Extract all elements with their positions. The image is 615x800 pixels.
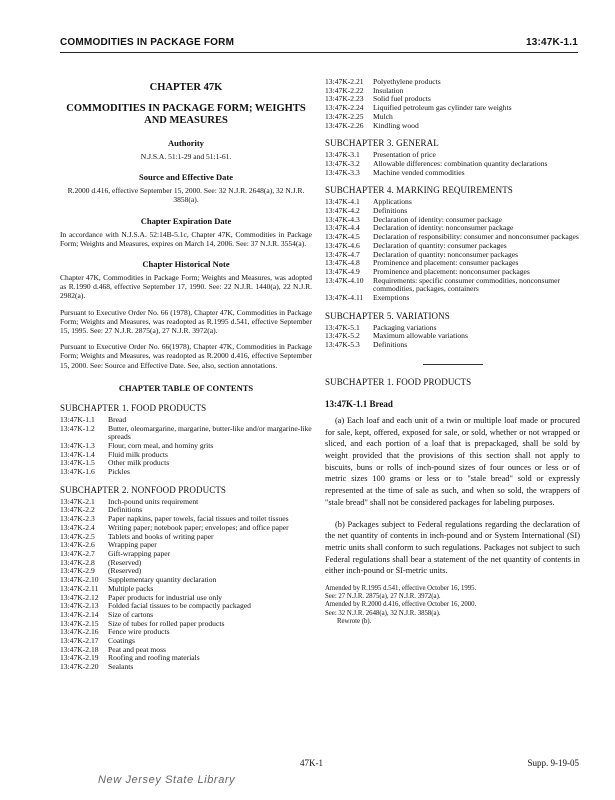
- toc-entry-number: 13:47K-2.3: [60, 514, 95, 524]
- toc-entry-number: 13:47K-1.1: [60, 414, 95, 424]
- toc-entry: [60, 559, 312, 568]
- expiration-text: In accordance with N.J.S.A. 52:14B-5.1c, Chapter 47K, Commodities in Package Form; Weights and Measures, expires on March 14, 2006. See: 37 N.J.R. 3554(a).: [60, 229, 312, 248]
- toc-entry-number: 13:47K-3.1: [325, 150, 360, 160]
- toc-entry-title: Declaration of quantity: consumer packages: [373, 240, 507, 250]
- toc-entry-number: 13:47K-1.4: [60, 449, 95, 459]
- toc-entry-title: Maximum allowable variations: [373, 331, 468, 341]
- header-title: COMMODITIES IN PACKAGE FORM: [60, 37, 235, 48]
- toc-entry-number: 13:47K-4.9: [325, 266, 360, 276]
- toc-entry-number: 13:47K-1.6: [60, 467, 95, 477]
- toc-entry-title: Writing paper; notebook paper; envelopes; and office paper: [108, 522, 289, 532]
- toc-entry: [325, 332, 580, 341]
- toc-entry: [60, 442, 312, 451]
- toc-entry-number: 13:47K-2.14: [60, 609, 99, 619]
- toc-entry: [325, 198, 580, 207]
- toc-entry-number: 13:47K-2.17: [60, 636, 99, 646]
- left-column: [60, 60, 312, 672]
- toc-entry-title: Mulch: [373, 111, 393, 121]
- toc-entry-title: Presentation of price: [373, 150, 436, 160]
- toc-entry-number: 13:47K-4.10: [325, 275, 364, 285]
- toc-entry-number: 13:47K-5.3: [325, 340, 360, 350]
- toc-entry: [60, 498, 312, 507]
- toc-entry-title: Declaration of identity: consumer package: [373, 214, 503, 224]
- toc-entry-number: 13:47K-2.15: [60, 618, 99, 628]
- toc-entry-title: Packaging variations: [373, 322, 437, 332]
- amendment-line: Rewrote (b).: [337, 617, 372, 625]
- toc-entry-number: 13:47K-4.1: [325, 197, 360, 207]
- amendment-line: Amended by R.2000 d.416, effective October 16, 2000.: [325, 601, 477, 609]
- paragraph-a: (a) Each loaf and each unit of a twin or multiple loaf made or procured for sale, kept, offered, exposed for sale, or sold, whether or not wrapped or sliced, and each portion of a loaf that is prepackaged, shall be sold by weight provided that the provisions of this section shall not apply to biscuits, buns or rolls of inch-pound sizes of four ounces or less or of metric sizes 100 grams or less or to "stale bread" sold or expressly represented at the time of sale as such, and when so sold, the wrappers of "stale bread" shall not be considered packages for labeling purposes.: [325, 415, 580, 507]
- toc-subchapter-4: SUBCHAPTER 4. MARKING REQUIREMENTS: [325, 185, 513, 196]
- toc-entry-title: Requirements: specific consumer commodities, nonconsumer commodities, packages, containers: [373, 275, 561, 294]
- toc-entry-number: 13:47K-2.10: [60, 575, 99, 585]
- toc-entry-title: Inch-pound units requirement: [108, 496, 199, 506]
- toc-entry-title: Exemptions: [373, 293, 410, 303]
- source-heading: Source and Effective Date: [138, 172, 234, 183]
- toc-entry-number: 13:47K-2.21: [325, 77, 364, 86]
- toc-subchapter-5: SUBCHAPTER 5. VARIATIONS: [325, 310, 450, 321]
- chapter-number: CHAPTER 47K: [149, 82, 223, 93]
- toc-subchapter-1: SUBCHAPTER 1. FOOD PRODUCTS: [60, 402, 207, 413]
- toc-entry-number: 13:47K-2.19: [60, 653, 99, 663]
- toc-list-sub5: [325, 324, 580, 350]
- toc-entry-title: Declaration of quantity: nonconsumer packages: [373, 249, 519, 259]
- history-paragraph-3: Pursuant to Executive Order No. 66(1978), Chapter 47K, Commodities in Package Form; Weights and Measures, was readopted as R.2000 d.416, effective September 15, 2000. See: Source and Effective Date. See, also, section annotations.: [60, 342, 312, 370]
- toc-entry: [325, 169, 580, 178]
- toc-entry-title: Paper napkins, paper towels, facial tissues and toilet tissues: [108, 514, 289, 524]
- toc-entry: [325, 294, 580, 303]
- toc-entry-title: Liquified petroleum gas cylinder tare weights: [373, 103, 512, 113]
- toc-entry-number: 13:47K-1.3: [60, 440, 95, 450]
- toc-entry-title: (Reserved): [108, 557, 142, 567]
- toc-entry-number: 13:47K-4.7: [325, 249, 360, 259]
- toc-entry: [325, 341, 580, 350]
- toc-entry-title: Sealants: [108, 662, 134, 672]
- toc-entry-number: 13:47K-2.1: [60, 496, 95, 506]
- toc-entry-title: Insulation: [373, 85, 404, 95]
- source-text: R.2000 d.416, effective September 15, 2000. See: 32 N.J.R. 2648(a), 32 N.J.R. 3858(a).: [67, 186, 305, 205]
- history-heading: Chapter Historical Note: [142, 259, 230, 270]
- page-number: 47K-1: [300, 758, 323, 768]
- toc-subchapter-2: SUBCHAPTER 2. NONFOOD PRODUCTS: [60, 484, 227, 495]
- toc-entry-title: Coatings: [108, 636, 136, 646]
- toc-entry-number: 13:47K-2.18: [60, 644, 99, 654]
- toc-entry-number: 13:47K-1.5: [60, 458, 95, 468]
- toc-entry-title: Prominence and placement: nonconsumer packages: [373, 266, 530, 276]
- paragraph-b: (b) Packages subject to Federal regulations regarding the declaration of the net quantity of contents in inch-pound and or System International (SI) metric units shall conform to such regulations. Packages not subject to such Federal regulations shall bear a statement of the net quantity of contents in either inch-pound or SI-metric units.: [325, 519, 580, 576]
- toc-entry-title: Supplementary quantity declaration: [108, 575, 217, 585]
- toc-entry-title: Bread: [108, 414, 127, 424]
- toc-list-sub3: [325, 151, 580, 177]
- toc-entry: [60, 541, 312, 550]
- toc-entry: [60, 468, 312, 477]
- toc-entry-title: Definitions: [373, 206, 408, 216]
- toc-entry-number: 13:47K-2.7: [60, 548, 95, 558]
- toc-entry-number: 13:47K-3.2: [325, 158, 360, 168]
- toc-entry-title: Tablets and books of writing paper: [108, 531, 214, 541]
- toc-entry-number: 13:47K-5.1: [325, 322, 360, 332]
- toc-entry: [60, 459, 312, 468]
- toc-entry-title: Folded facial tissues to be compactly packaged: [108, 601, 251, 611]
- toc-entry-title: Polyethylene products: [373, 77, 441, 86]
- toc-entry-title: Other milk products: [108, 458, 170, 468]
- toc-entry-number: 13:47K-2.26: [325, 120, 364, 130]
- toc-list-sub4: [325, 198, 580, 302]
- toc-list-sub2-cont: [325, 78, 580, 130]
- toc-entry-number: 13:47K-4.4: [325, 223, 360, 233]
- toc-entry-number: 13:47K-1.2: [60, 423, 95, 433]
- toc-entry-title: Declaration of responsibility: consumer and nonconsumer packages: [373, 232, 579, 242]
- toc-entry-title: Peat and peat moss: [108, 644, 166, 654]
- toc-entry-number: 13:47K-4.6: [325, 240, 360, 250]
- right-column: [325, 60, 580, 626]
- toc-entry-number: 13:47K-2.4: [60, 522, 95, 532]
- toc-entry-title: Multiple packs: [108, 583, 154, 593]
- toc-entry-number: 13:47K-2.22: [325, 85, 364, 95]
- toc-entry-title: Applications: [373, 197, 412, 207]
- authority-text: N.J.S.A. 51:1-29 and 51:1-61.: [140, 152, 232, 161]
- toc-entry: [60, 451, 312, 460]
- toc-entry-number: 13:47K-2.8: [60, 557, 95, 567]
- toc-entry-number: 13:47K-2.16: [60, 627, 99, 637]
- amendment-notes: [325, 585, 580, 626]
- history-paragraph-1: Chapter 47K, Commodities in Package Form; Weights and Measures, was adopted as R.1990 d.468, effective September 17, 1990. See: 22 N.J.R. 1440(a), 22 N.J.R. 2982(a).: [60, 273, 312, 301]
- body-subchapter-heading: SUBCHAPTER 1. FOOD PRODUCTS: [325, 376, 472, 387]
- toc-entry-number: 13:47K-2.11: [60, 583, 99, 593]
- toc-entry-title: Fence wire products: [108, 627, 170, 637]
- toc-entry-title: Definitions: [373, 340, 408, 350]
- toc-entry-number: 13:47K-2.20: [60, 662, 99, 672]
- toc-list-sub2: [60, 498, 312, 672]
- running-header: [60, 34, 578, 53]
- toc-entry-number: 13:47K-4.11: [325, 293, 364, 303]
- chapter-title: COMMODITIES IN PACKAGE FORM; WEIGHTS AND MEASURES: [66, 103, 306, 126]
- history-paragraph-2: Pursuant to Executive Order No. 66 (1978), Chapter 47K, Commodities in Package Form; Weights and Measures, was readopted as R.1995 d.541, effective September 15, 1995. See: 27 N.J.R. 2875(a), 27 N.J.R. 3972(a).: [60, 307, 312, 336]
- toc-list-sub1: [60, 416, 312, 477]
- toc-entry-number: 13:47K-4.5: [325, 232, 360, 242]
- toc-entry-number: 13:47K-4.3: [325, 214, 360, 224]
- toc-entry-number: 13:47K-3.3: [325, 167, 360, 177]
- section-heading: 13:47K-1.1 Bread: [325, 398, 393, 409]
- header-section: 13:47K-1.1: [525, 37, 578, 48]
- toc-entry-title: Size of tubes for rolled paper products: [108, 618, 225, 628]
- toc-entry: [60, 550, 312, 559]
- toc-entry-title: Pickles: [108, 467, 130, 477]
- toc-entry-number: 13:47K-2.5: [60, 531, 95, 541]
- toc-entry-number: 13:47K-2.24: [325, 103, 364, 113]
- toc-entry-title: Fluid milk products: [108, 449, 168, 459]
- toc-subchapter-3: SUBCHAPTER 3. GENERAL: [325, 138, 439, 149]
- toc-heading: CHAPTER TABLE OF CONTENTS: [118, 382, 254, 393]
- expiration-heading: Chapter Expiration Date: [140, 215, 232, 226]
- section-divider: [423, 364, 483, 365]
- toc-entry: [60, 533, 312, 542]
- toc-entry-number: 13:47K-2.13: [60, 601, 99, 611]
- toc-entry-number: 13:47K-2.23: [325, 94, 364, 104]
- toc-entry: [325, 122, 580, 131]
- toc-entry-number: 13:47K-4.8: [325, 258, 360, 268]
- amendment-line: See: 32 N.J.R. 2648(a), 32 N.J.R. 3858(a).: [325, 609, 441, 617]
- toc-entry-title: Size of cartons: [108, 609, 154, 619]
- toc-entry: [60, 663, 312, 672]
- toc-entry-title: Gift-wrapping paper: [108, 548, 171, 558]
- toc-entry-title: Flour, corn meal, and hominy grits: [108, 440, 214, 450]
- toc-entry-title: (Reserved): [108, 566, 142, 576]
- library-stamp: New Jersey State Library: [98, 774, 236, 786]
- toc-entry-number: 13:47K-2.9: [60, 566, 95, 576]
- toc-entry-number: 13:47K-2.12: [60, 592, 99, 602]
- toc-entry-title: Kindling wood: [373, 120, 419, 130]
- supplement-date: Supp. 9-19-05: [527, 758, 579, 768]
- toc-entry-title: Declaration of identity: nonconsumer package: [373, 223, 514, 233]
- amendment-line: Amended by R.1995 d.541, effective October 16, 1995.: [325, 585, 477, 593]
- toc-entry-number: 13:47K-2.2: [60, 505, 95, 515]
- toc-entry-title: Wrapping paper: [108, 540, 157, 550]
- toc-entry-number: 13:47K-5.2: [325, 331, 360, 341]
- toc-entry-number: 13:47K-2.25: [325, 111, 364, 121]
- toc-entry-number: 13:47K-2.6: [60, 540, 95, 550]
- toc-entry: [60, 425, 312, 442]
- toc-entry-title: Paper products for industrial use only: [108, 592, 223, 602]
- toc-entry-title: Butter, oleomargarine, margarine, butter-like and/or margarine-like spreads: [108, 423, 312, 442]
- toc-entry-number: 13:47K-4.2: [325, 206, 360, 216]
- toc-entry-title: Machine vended commodities: [373, 167, 465, 177]
- toc-entry-title: Allowable differences: combination quantity declarations: [373, 158, 548, 168]
- toc-entry-title: Definitions: [108, 505, 143, 515]
- toc-entry-title: Prominence and placement: consumer packages: [373, 258, 519, 268]
- toc-entry: [325, 277, 580, 294]
- amendment-line: See: 27 N.J.R. 2875(a), 27 N.J.R. 3972(a).: [325, 593, 441, 601]
- authority-heading: Authority: [168, 138, 204, 148]
- toc-entry-title: Roofing and roofing materials: [108, 653, 200, 663]
- toc-entry-title: Solid fuel products: [373, 94, 431, 104]
